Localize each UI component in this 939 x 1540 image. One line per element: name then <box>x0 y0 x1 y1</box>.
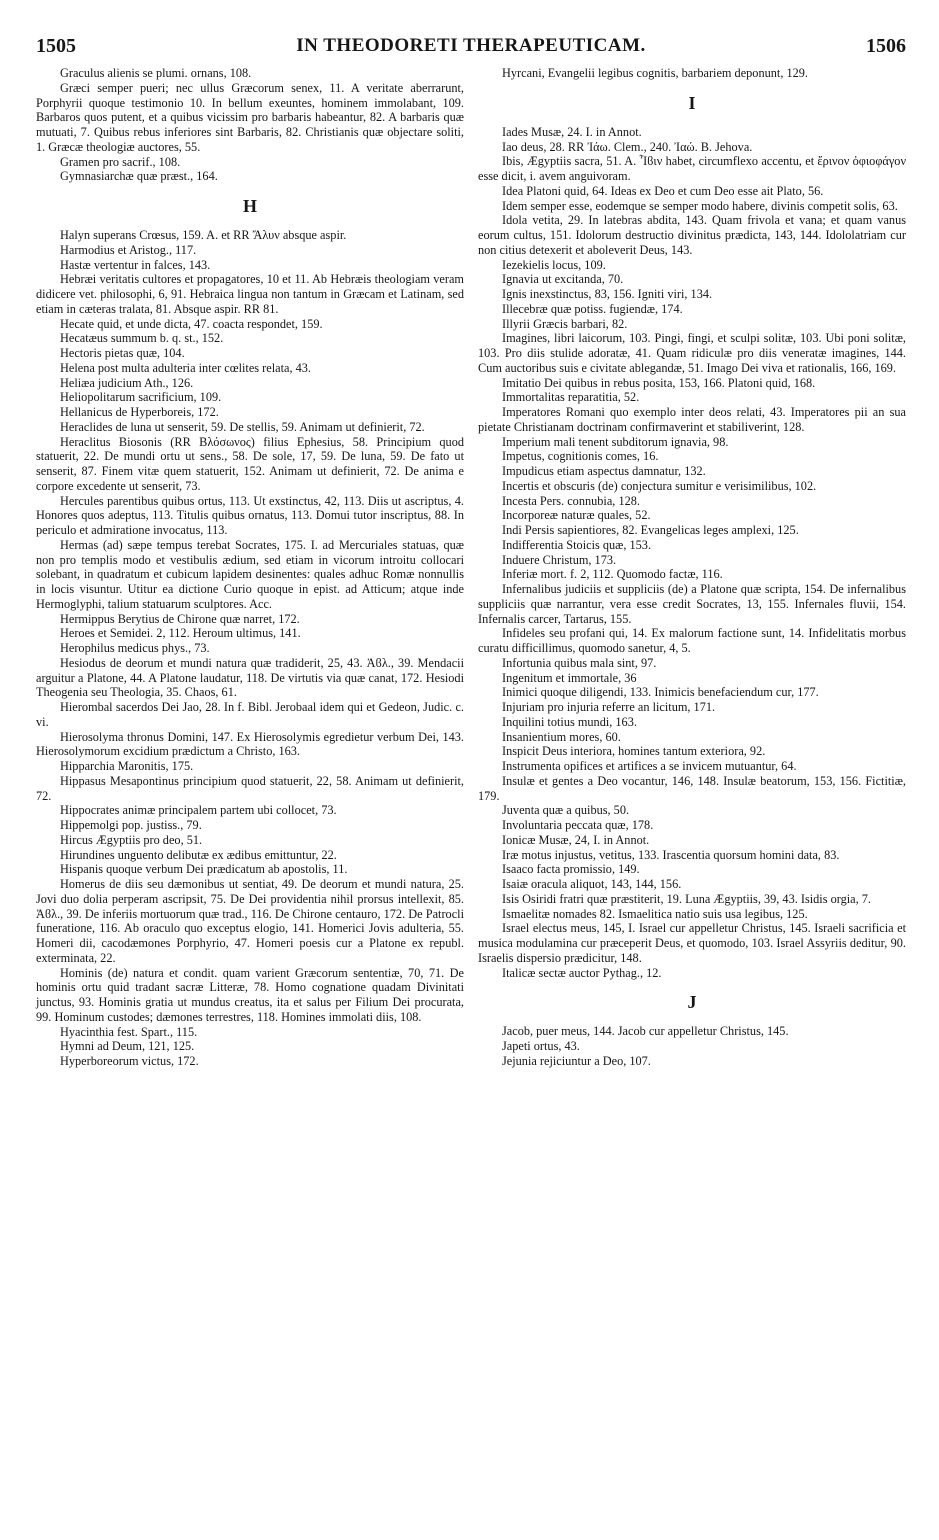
index-entry: Hecatæus summum b. q. st., 152. <box>60 331 224 346</box>
index-entry: Hyrcani, Evangelii legibus cognitis, barbariem deponunt, 129. <box>502 66 808 80</box>
index-entry: Instrumenta opifices et artifices a se invicem mutuantur, 64. <box>502 759 797 773</box>
index-entry: Graculus alienis se plumi. ornans, 108. <box>60 66 252 80</box>
index-entry: Hermippus Berytius de Chirone quæ narret, 172. <box>60 611 300 626</box>
running-header <box>36 34 906 60</box>
index-entry: Israel electus meus, 145, I. Israel cur appelletur Christus, 145. Israeli sacrificia et musica modulamina cur præceperit Deus, et quomodo, 103. Israel Assyriis deditur, 90. Israelis dispersio prædicitur, 148. <box>478 921 906 965</box>
index-entry: Gymnasiarchæ quæ præst., 164. <box>60 169 218 184</box>
index-entry: Hispanis quoque verbum Dei prædicatum ab apostolis, 11. <box>60 862 348 877</box>
index-entry: Italicæ sectæ auctor Pythag., 12. <box>502 965 662 980</box>
index-entry: Incorporeæ naturæ quales, 52. <box>502 508 651 523</box>
index-entry: Ignis inexstinctus, 83, 156. Igniti viri, 134. <box>502 287 713 301</box>
index-entry: Infernalibus judiciis et suppliciis (de) a Platone quæ scripta, 154. De infernalibus suppliciis quæ narrantur, vera esse credit Socrates, 13, 155. Infernales fluvii, 154. Infernalis carcer, Tartarus, 155. <box>478 582 906 626</box>
index-entry: Insulæ et gentes a Deo vocantur, 146, 148. Insulæ beatorum, 153, 156. Fictitiæ, 179. <box>478 773 906 803</box>
index-entry: Hominis (de) natura et condit. quam varient Græcorum sententiæ, 70, 71. De hominis ortu quid tradant sacræ Litteræ, 78. Homo cognatione quadam Divinitati junctus, 93. Hominis gratia ut mundus creatus, ita et salus per Filium Dei procurata, 99. Hominum custodes; dæmones terrestres, 118. Homines immolati diis, 108. <box>36 965 464 1024</box>
index-entry: Harmodius et Aristog., 117. <box>60 242 197 257</box>
index-entry: Inferiæ mort. f. 2, 112. Quomodo factæ, 116. <box>502 567 723 582</box>
index-entry: Ignavia ut excitanda, 70. <box>502 272 624 287</box>
index-entry: Hecate quid, et unde dicta, 47. coacta respondet, 159. <box>60 316 323 331</box>
index-entry: Idola vetita, 29. In latebras abdita, 143. Quam frivola et vana; et quam vanus eorum cultus, 151. Idolorum destructio divinitus prædicta, 143, 144. Idololatriam cur non citius detexerit et aboleverit Deus, 143. <box>478 213 906 257</box>
index-entry: Inspicit Deus interiora, homines tantum exteriora, 92. <box>502 744 766 759</box>
index-entry: Isaiæ oracula aliquot, 143, 144, 156. <box>502 877 682 891</box>
index-entry: Halyn superans Crœsus, 159. A. et RR Ἄλυν absque aspir. <box>60 228 347 242</box>
index-entry: Impetus, cognitionis comes, 16. <box>502 449 659 464</box>
section-letter: I <box>688 92 696 113</box>
index-entry: Incesta Pers. connubia, 128. <box>502 493 640 508</box>
index-column-right <box>478 66 906 1069</box>
index-entry: Hermas (ad) sæpe tempus terebat Socrates, 175. I. ad Mercuriales statuas, quæ non pro templis modo et vestibulis ædium, sed etiam in vicorum introitu collocari solebant, in quadratum et cubicum lapidem desinentes: quales adhuc Romæ nonnullis in locis visuntur. Utitur ea dictione Curio quoque in epist. ad Atticum; atque inde Hermoglyphi, talium statuarum sculptores. Acc. <box>36 537 464 611</box>
index-entry: Involuntaria peccata quæ, 178. <box>502 818 654 832</box>
index-entry: Hippemolgi pop. justiss., 79. <box>60 818 202 832</box>
index-entry: Imitatio Dei quibus in rebus posita, 153, 166. Platoni quid, 168. <box>502 375 816 390</box>
section-letter: J <box>687 992 697 1013</box>
index-entry: Heroes et Semidei. 2, 112. Heroum ultimus, 141. <box>60 626 301 641</box>
index-entry: Heraclitus Biosonis (RR Βλόσωνος) filius Ephesius, 58. Principium quod statuerit, 22. De mundi ortu ut sens., 58. De sole, 17, 59. De luna, 59. De fato ut senserit, 87. Finem vitæ quem statuerit, 152. Animam ut definierit, 72. De anima e corpore excedente ut senserit, 73. <box>36 434 464 493</box>
index-entry: Iades Musæ, 24. I. in Annot. <box>502 124 642 139</box>
index-entry: Indi Persis sapientiores, 82. Evangelicas leges amplexi, 125. <box>502 523 799 537</box>
index-entry: Hierosolyma thronus Domini, 147. Ex Hierosolymis egredietur verbum Dei, 143. Hierosolymorum excidium prædictum a Christo, 163. <box>36 729 464 759</box>
index-entry: Heraclides de luna ut senserit, 59. De stellis, 59. Animam ut definierit, 72. <box>60 419 425 434</box>
index-entry: Ibis, Ægyptiis sacra, 51. A. Ἶϐιν habet, circumflexo accentu, et ἔρινον ὀφιοφάγον esse dicit, i. avem anguivoram. <box>478 154 906 183</box>
index-entry: Hercules parentibus quibus ortus, 113. Ut exstinctus, 42, 113. Diis ut ascriptus, 4. Honores quos adeptus, 113. Titulis quibus ornatus, 113. Domui tutor inscriptus, 88. In periculo et admiratione invocatus, 113. <box>36 493 464 537</box>
index-entry: Imperium mali tenent subditorum ignavia, 98. <box>502 434 729 449</box>
index-entry: Infortunia quibus mala sint, 97. <box>502 655 657 670</box>
index-entry: Isaaco facta promissio, 149. <box>502 862 640 877</box>
index-entry: Imperatores Romani quo exemplo inter deos relati, 43. Imperatores pii an sua pietate Christianam doctrinam confirmaverint et stabiliverint, 128. <box>478 405 906 434</box>
index-entry: Insanientium mores, 60. <box>502 729 621 744</box>
index-entry: Hectoris pietas quæ, 104. <box>60 346 185 360</box>
index-entry: Imagines, libri laicorum, 103. Pingi, fingi, et sculpi solitæ, 103. Ubi poni solitæ, 103. Pro diis stulide adoratæ, 41. Quam ridiculæ pro diis veneratæ imagines, 144. Cum auctoribus suis e civitate ablegandæ, 51. Imago Dei viva et rationalis, 166, 169. <box>478 331 906 375</box>
index-entry: Jacob, puer meus, 144. Jacob cur appelletur Christus, 145. <box>502 1024 789 1039</box>
index-entry: Heliæa judicium Ath., 126. <box>60 375 194 390</box>
index-entry: Hastæ vertentur in falces, 143. <box>60 257 211 272</box>
index-entry: Hyacinthia fest. Spart., 115. <box>60 1024 198 1039</box>
index-entry: Juventa quæ a quibus, 50. <box>502 803 630 818</box>
index-entry: Inimici quoque diligendi, 133. Inimicis benefaciendum cur, 177. <box>502 685 819 700</box>
index-entry: Hippasus Mesapontinus principium quod statuerit, 22, 58. Animam ut definierit, 72. <box>36 773 464 803</box>
page-number-left: 1505 <box>36 35 76 57</box>
index-column-left <box>36 66 464 1069</box>
index-entry: Inquilini totius mundi, 163. <box>502 714 637 729</box>
index-entry: Hymni ad Deum, 121, 125. <box>60 1039 195 1054</box>
index-entry: Infideles seu profani qui, 14. Ex malorum factione sunt, 14. Infidelitatis morbus curatu difficillimus, quomodo sanetur, 4, 5. <box>478 626 906 655</box>
index-entry: Ionicæ Musæ, 24, I. in Annot. <box>502 832 650 847</box>
index-entry: Japeti ortus, 43. <box>502 1039 580 1053</box>
index-entry: Idea Platoni quid, 64. Ideas ex Deo et cum Deo esse ait Plato, 56. <box>502 183 824 198</box>
index-entry: Idem semper esse, eodemque se semper modo habere, divinis competit solis, 63. <box>502 198 898 213</box>
index-entry: Iræ motus injustus, vetitus, 133. Irascentia quorsum homini data, 83. <box>502 847 840 862</box>
index-entry: Hyperboreorum victus, 172. <box>60 1054 199 1068</box>
index-entry: Heliopolitarum sacrificium, 109. <box>60 390 222 405</box>
running-title: IN THEODORETI THERAPEUTICAM. <box>296 35 646 56</box>
index-entry: Ismaelitæ nomades 82. Ismaelitica natio suis usa legibus, 125. <box>502 906 808 921</box>
index-entry: Homerus de diis seu dæmonibus ut sentiat, 49. De deorum et mundi natura, 25. Jovi duo dolia perperam ascripsit, 75. De Dei providentia nihil prorsus intellexit, 85. Ἀϐλ., 39. De inferiis mortuorum quæ trad., 116. De Chirone centauro, 172. De Patrocli funeratione, 116. Ab oraculo quo exceptus elogio, 141. Homerici Jovis adulteria, 55. Homeri dii, cacodæmones Porphyrio, 47. Homeri poesis cur a Platone ex republ. exterminata, 22. <box>36 877 464 965</box>
index-entry: Gramen pro sacrif., 108. <box>60 154 181 169</box>
index-entry: Iao deus, 28. RR Ἰάω. Clem., 240. Ἰαώ. B. Jehova. <box>502 139 753 154</box>
index-entry: Helena post multa adulteria inter cœlites relata, 43. <box>60 360 311 375</box>
index-entry: Ingenitum et immortale, 36 <box>502 670 637 685</box>
index-entry: Hirundines unguento delibutæ ex ædibus emittuntur, 22. <box>60 847 337 862</box>
index-entry: Iezekielis locus, 109. <box>502 257 606 272</box>
index-entry: Illyrii Græcis barbari, 82. <box>502 316 628 331</box>
index-entry: Hipparchia Maronitis, 175. <box>60 759 194 773</box>
index-entry: Hierombal sacerdos Dei Jao, 28. In f. Bibl. Jerobaal idem qui et Gedeon, Judic. c. vi. <box>36 700 464 729</box>
index-entry: Injuriam pro injuria referre an licitum, 171. <box>502 700 716 714</box>
index-entry: Illecebræ quæ potiss. fugiendæ, 174. <box>502 301 683 316</box>
index-entry: Hircus Ægyptiis pro deo, 51. <box>60 832 203 847</box>
index-entry: Incertis et obscuris (de) conjectura sumitur e verisimilibus, 102. <box>502 478 817 493</box>
index-entry: Immortalitas reparatitia, 52. <box>502 390 640 405</box>
index-entry: Impudicus etiam aspectus damnatur, 132. <box>502 464 706 478</box>
index-entry: Hellanicus de Hyperboreis, 172. <box>60 405 219 419</box>
page-number-right: 1506 <box>866 35 906 57</box>
index-entry: Hippocrates animæ principalem partem ubi collocet, 73. <box>60 803 337 818</box>
index-entry: Jejunia rejiciuntur a Deo, 107. <box>502 1053 651 1068</box>
index-entry: Herophilus medicus phys., 73. <box>60 641 210 655</box>
index-entry: Hebræi veritatis cultores et propagatores, 10 et 11. Ab Hebræis theologiam veram didicere vet. philosophi, 6, 91. Hebraica lingua non tantum in Græcam et Latinam, sed etiam in cæteras tralata, 81. Absque aspir. RR 81. <box>36 272 464 316</box>
index-entry: Hesiodus de deorum et mundi natura quæ tradiderit, 25, 43. Ἀϐλ., 39. Mendacii arguitur a Platone, 44. A Platone laudatur, 118. De virtutis via quæ canat, 172. Hesiodi Theogenia seu Theologia, 35. Chaos, 61. <box>36 655 464 700</box>
index-entry: Isis Osiridi fratri quæ præstiterit, 19. Luna Ægyptiis, 39, 43. Isidis orgia, 7. <box>502 891 872 906</box>
index-entry: Induere Christum, 173. <box>502 552 617 567</box>
index-entry: Græci semper pueri; nec ullus Græcorum senex, 11. A veritate aberrarunt, Porphyrii quoque testimonio 10. In bellum exeuntes, hominem immolabant, 109. Barbaros quos putent, et a quibus vicissim pro barbaris habeantur, 82. A barbaris quæ mutuati, 7. Quibus rebus inferiores sint Barbaris, 82. Christianis quæ objectare soliti, 1. Græcæ theologiæ auctores, 55. <box>36 80 464 154</box>
section-letter: H <box>242 196 257 216</box>
index-entry: Indifferentia Stoicis quæ, 153. <box>502 537 652 552</box>
